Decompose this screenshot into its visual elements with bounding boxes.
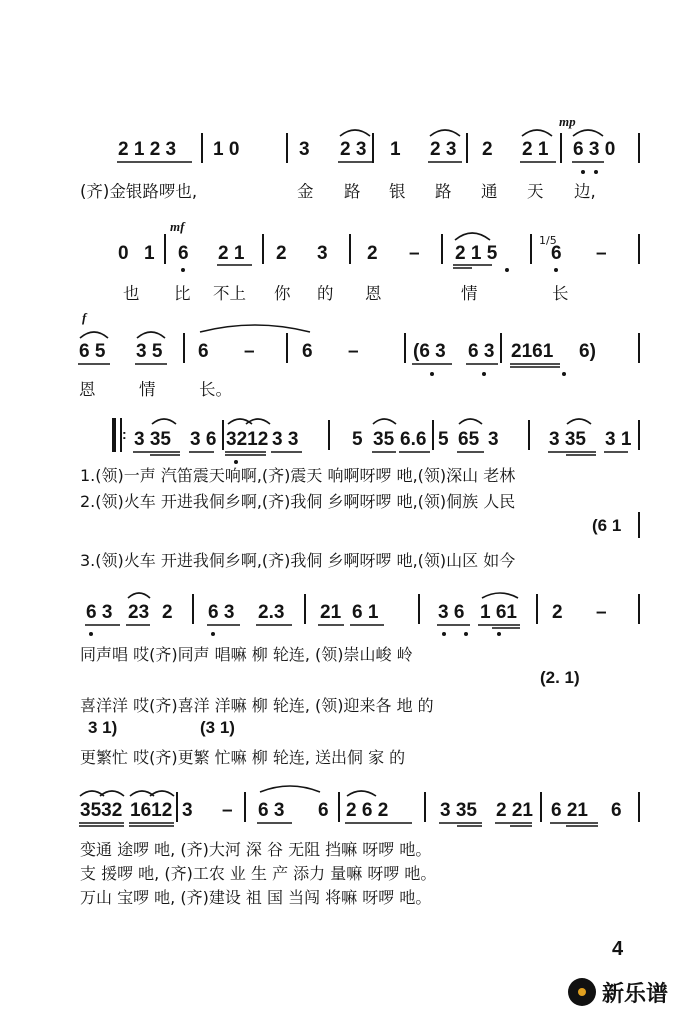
note-group: 65 xyxy=(458,429,480,450)
lyric-char: 你 xyxy=(274,284,291,303)
lyric-char: 边, xyxy=(574,182,596,201)
lyric-char: 情 xyxy=(461,284,478,303)
note-group: 3 35 xyxy=(440,800,477,821)
lyric-char: 路 xyxy=(435,182,452,201)
note-group: 3 6 xyxy=(190,429,217,450)
note: 5 xyxy=(438,429,449,450)
dynamic-mark: mp xyxy=(559,114,576,129)
note: 2 xyxy=(367,243,378,264)
lyric-char: 银 xyxy=(389,182,406,201)
lyric-char: 也 xyxy=(123,284,140,303)
note-group: 2 1 2 3 xyxy=(118,139,177,160)
note-group: 6 1 xyxy=(352,602,379,623)
note-group: 6 3 0 xyxy=(573,139,616,160)
lyric-verse-1: 1.(领)一声 汽笛震天响啊,(齐)震天 响啊呀啰 吔,(领)深山 老林 xyxy=(80,466,516,485)
note-group: 2 3 xyxy=(340,139,367,160)
note: 3 xyxy=(182,800,193,821)
note-group: 6 3 xyxy=(258,800,285,821)
note-group: 2 6 2 xyxy=(346,800,389,821)
lyric-char: 通 xyxy=(481,182,498,201)
note-group: 35 xyxy=(373,429,395,450)
note-group: 6 5 xyxy=(79,341,106,362)
lyric-verse-2: 喜洋洋 哎(齐)喜洋 洋嘛 柳 轮连, (领)迎来各 地 的 xyxy=(80,696,434,715)
note: 3 xyxy=(317,243,328,264)
note-group: 6 21 xyxy=(551,800,588,821)
note-group: 3 1) xyxy=(88,718,118,737)
lyric-line: (齐)金银路啰也, xyxy=(80,182,198,201)
grace-note: 1/5 xyxy=(539,234,557,247)
note-group: 2 1 5 xyxy=(455,243,498,264)
dash: – xyxy=(596,243,607,264)
note-group: 21 xyxy=(320,602,342,623)
lyric-char: 路 xyxy=(344,182,361,201)
note-group: 3 3 xyxy=(272,429,299,450)
lyric-verse-1: 同声唱 哎(齐)同声 唱嘛 柳 轮连, (领)崇山峻 岭 xyxy=(80,645,413,664)
note: 6 xyxy=(178,243,189,264)
lyric-char: 金 xyxy=(297,182,314,201)
note-group: 2.3 xyxy=(258,602,285,623)
note-group: 1 xyxy=(390,139,401,160)
note: 1 xyxy=(144,243,155,264)
note-group: 6) xyxy=(579,341,596,362)
lyric-verse-3: 3.(领)火车 开进我侗乡啊,(齐)我侗 乡啊呀啰 吔,(领)山区 如今 xyxy=(80,551,516,570)
vinyl-disc-icon xyxy=(568,978,596,1006)
note: 2 xyxy=(552,602,563,623)
note: 5 xyxy=(352,429,363,450)
note: 6 xyxy=(318,800,329,821)
note-group: (3 1) xyxy=(200,718,235,737)
note-group: 3212 xyxy=(226,429,269,450)
note-group: 6 3 xyxy=(208,602,235,623)
note-group: 3532 xyxy=(80,800,123,821)
repeat-dots: : xyxy=(122,426,127,442)
lyric-verse-2: 支 援啰 吔, (齐)工农 业 生 产 添力 量嘛 呀啰 吔。 xyxy=(80,864,437,883)
note-group: 2 xyxy=(482,139,493,160)
note-group: 3 6 xyxy=(438,602,465,623)
lyric-char: 长。 xyxy=(199,380,232,399)
note-group: 1 0 xyxy=(213,139,240,160)
lyric-char: 比 xyxy=(174,284,191,303)
note: 2 xyxy=(162,602,173,623)
dash: – xyxy=(409,243,420,264)
lyric-verse-2: 2.(领)火车 开进我侗乡啊,(齐)我侗 乡啊呀啰 吔,(领)侗族 人民 xyxy=(80,492,516,511)
note: 2 xyxy=(276,243,287,264)
dash: – xyxy=(244,341,255,362)
note-group: 2 3 xyxy=(430,139,457,160)
note: 6 xyxy=(611,800,622,821)
watermark-text: 新乐谱 xyxy=(602,981,669,1007)
note-group: 2 1 xyxy=(218,243,245,264)
note-group: 3 xyxy=(299,139,310,160)
note-group: 2161 xyxy=(511,341,554,362)
note-group: 23 xyxy=(128,602,150,623)
note-group: (6 3 xyxy=(413,341,446,362)
lyric-char: 恩 xyxy=(79,380,96,399)
note-group: (2. 1) xyxy=(540,668,580,687)
watermark-logo xyxy=(568,975,694,1009)
note-group: 3 1 xyxy=(605,429,632,450)
note: 3 xyxy=(488,429,499,450)
note: 6 xyxy=(302,341,313,362)
note-group: 3 35 xyxy=(549,429,586,450)
dynamic-mark: mf xyxy=(170,219,185,234)
dash: – xyxy=(348,341,359,362)
note-group: (6 1 xyxy=(592,516,622,535)
lyric-char: 情 xyxy=(139,380,156,399)
note-group: 6.6 xyxy=(400,429,427,450)
note: 0 xyxy=(118,243,129,264)
note-group: 2 21 xyxy=(496,800,533,821)
note-group: 1 61 xyxy=(480,602,517,623)
note-group: 3 5 xyxy=(136,341,163,362)
lyric-verse-3: 更繁忙 哎(齐)更繁 忙嘛 柳 轮连, 送出侗 家 的 xyxy=(80,748,406,767)
dash: – xyxy=(596,602,607,623)
lyric-char: 天 xyxy=(527,182,544,201)
page-number: 4 xyxy=(612,938,624,960)
lyric-char: 的 xyxy=(317,284,334,303)
lyric-char: 长 xyxy=(552,284,569,303)
note-group: 6 3 xyxy=(86,602,113,623)
note-group: 1612 xyxy=(130,800,173,821)
lyric-verse-1: 变通 途啰 吔, (齐)大河 深 谷 无阻 挡嘛 呀啰 吔。 xyxy=(80,840,432,859)
note-group: 2 1 xyxy=(522,139,549,160)
lyric-verse-3: 万山 宝啰 吔, (齐)建设 祖 国 当闯 将嘛 呀啰 吔。 xyxy=(80,888,432,907)
note-group: 3 35 xyxy=(134,429,171,450)
dash: – xyxy=(222,800,233,821)
lyric-char: 恩 xyxy=(365,284,382,303)
dynamic-mark: f xyxy=(82,310,87,325)
note-group: 6 3 xyxy=(468,341,495,362)
note: 6 xyxy=(551,243,562,264)
lyric-char: 不上 xyxy=(213,284,246,303)
note: 6 xyxy=(198,341,209,362)
